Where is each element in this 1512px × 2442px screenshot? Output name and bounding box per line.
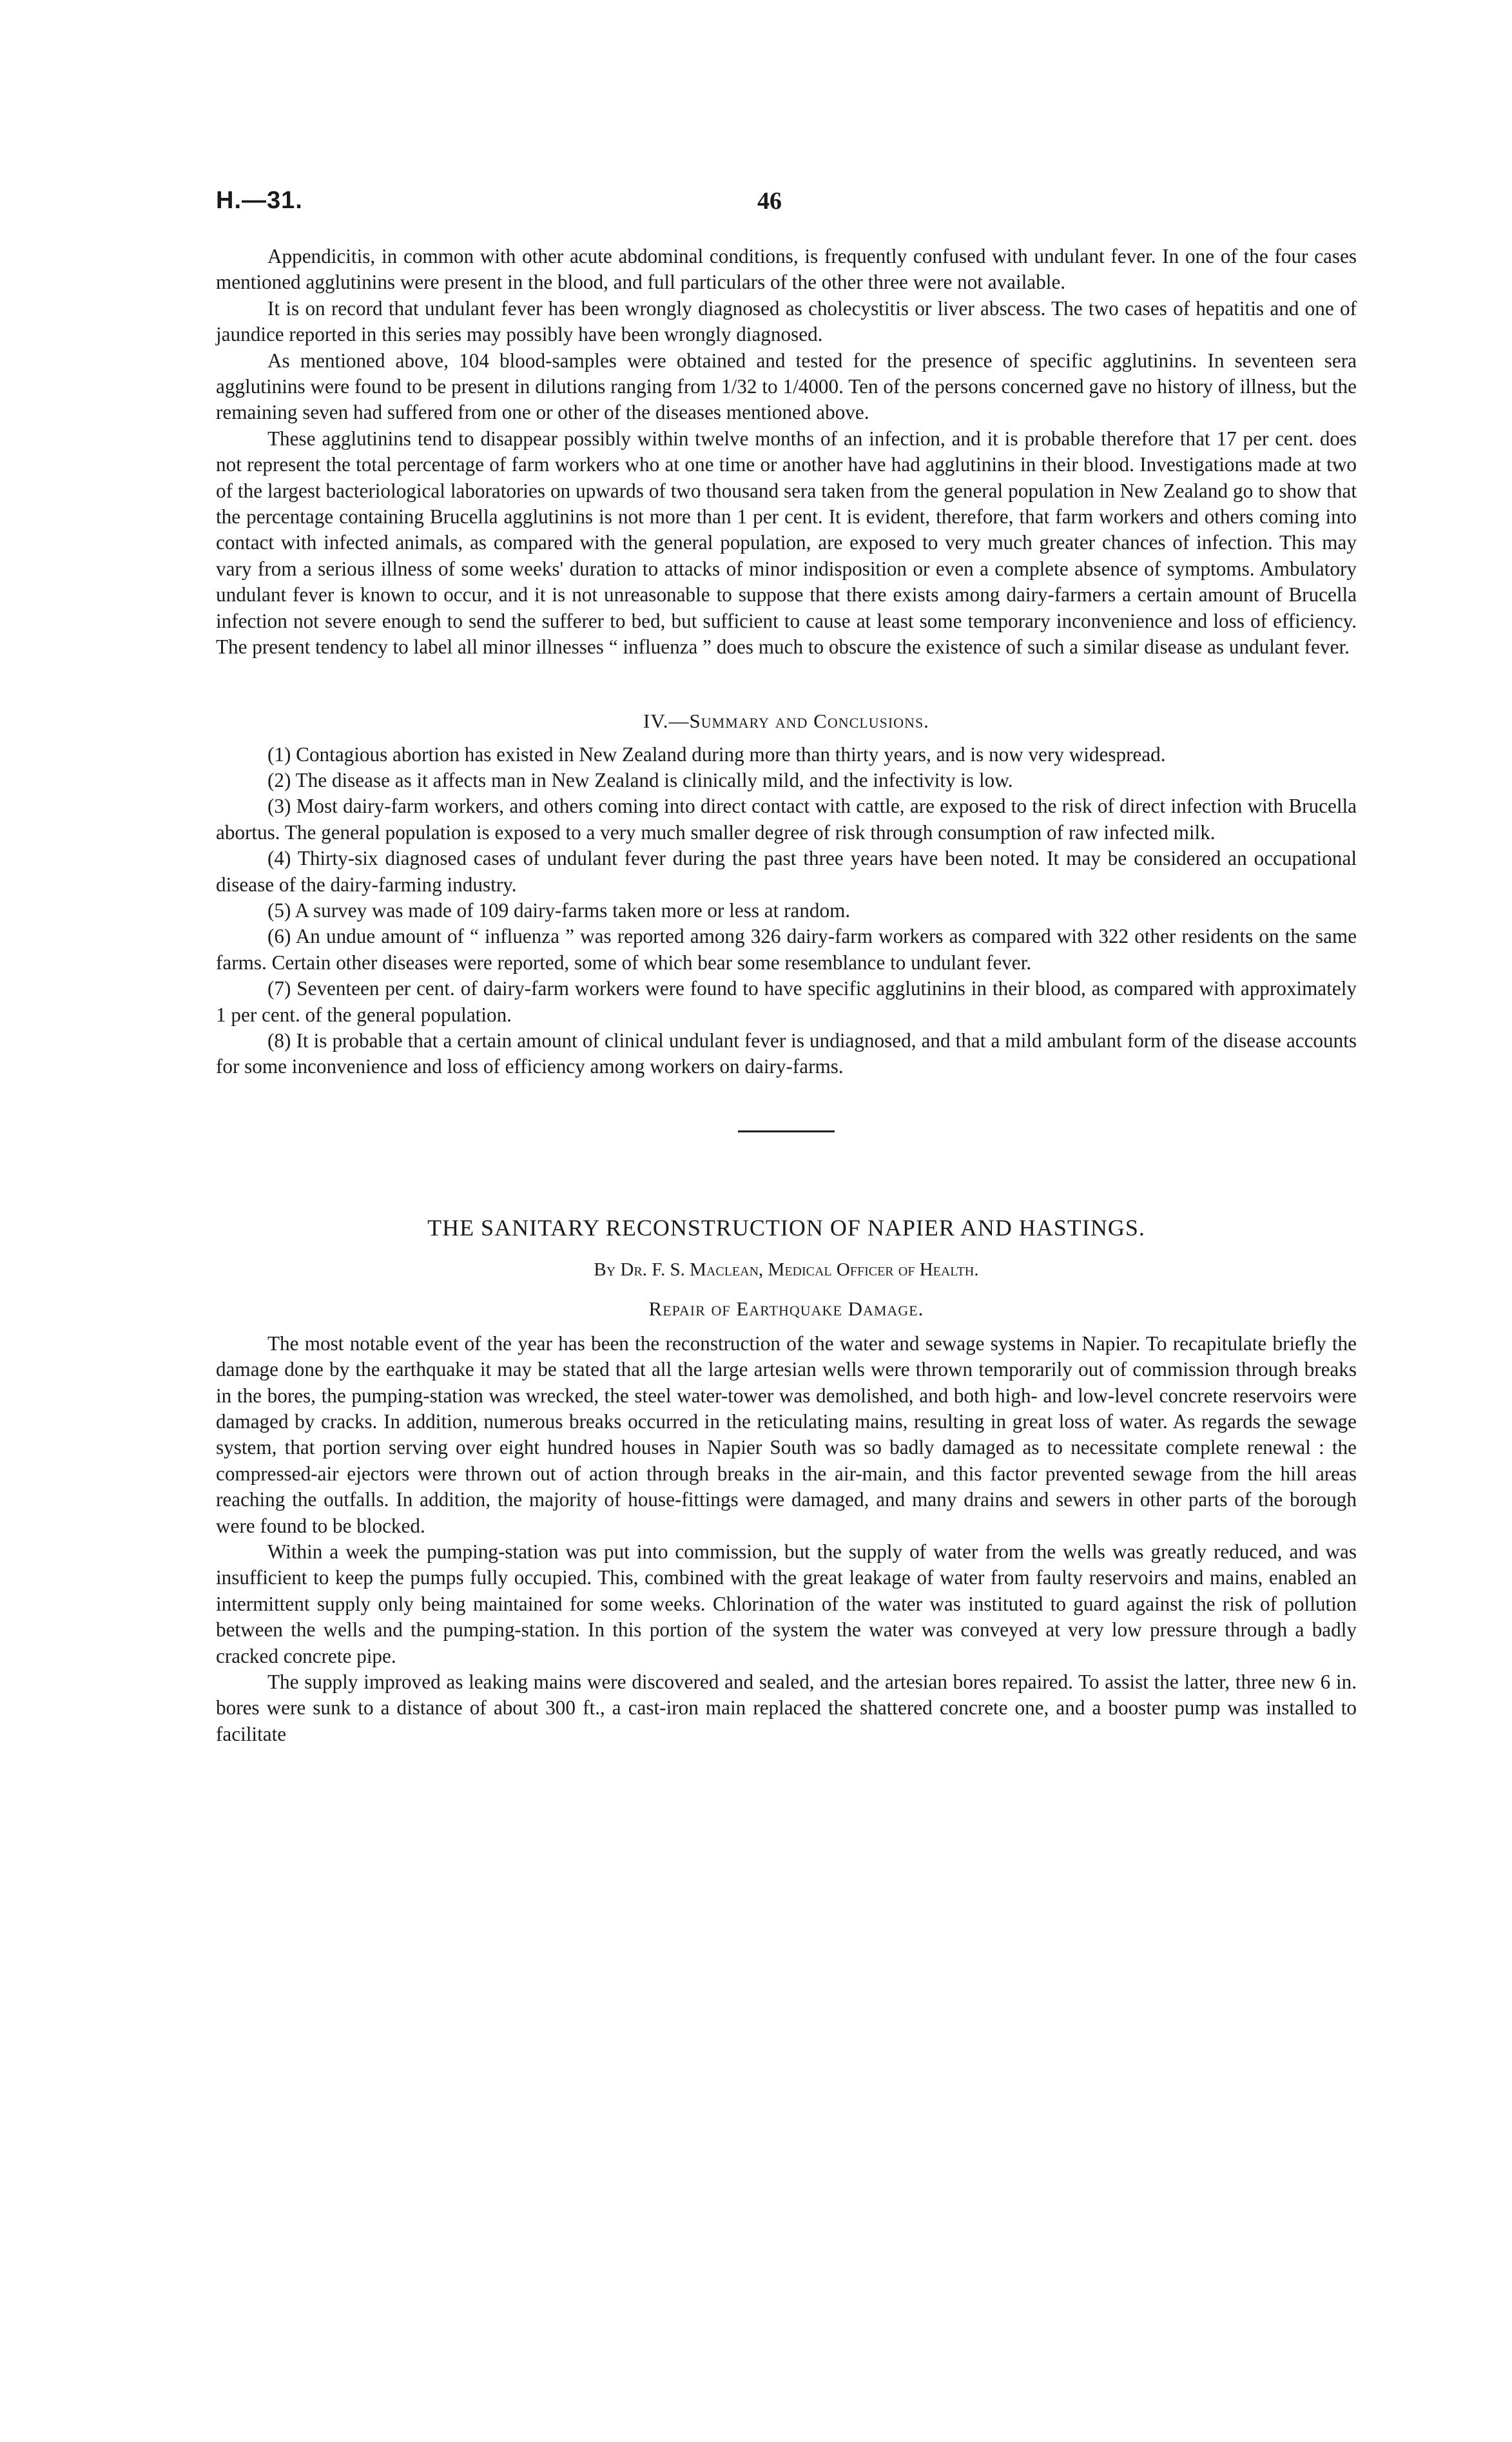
list-item: (2) The disease as it affects man in New Zealand is clinically mild, and the infectivity is low.: [267, 768, 1013, 791]
list-item: (1) Contagious abortion has existed in New Zealand during more than thirty years, and is now very widespread.: [267, 742, 1166, 766]
section-divider: [738, 1130, 835, 1132]
list-item: (8) It is probable that a certain amount of clinical undulant fever is undiagnosed, and that a mild ambulant form of the disease accounts for some inconvenience and loss of efficiency among workers on dairy-farms.: [216, 1029, 1357, 1078]
paragraph: These agglutinins tend to disappear possibly within twelve months of an infection, and it is probable therefore that 17 per cent. does not represent the total percentage of farm workers who at one time or another have had agglutinins in their blood. Investigations made at two of the largest bacteriological laboratories on upwards of two thousand sera taken from the general population in New Zealand go to show that the percentage containing Brucella agglutinins is not more than 1 per cent. It is evident, therefore, that farm workers and others coming into contact with infected animals, as compared with the general population, are exposed to very much greater chances of infection. This may vary from a serious illness of some weeks' duration to attacks of minor indisposition or even a complete absence of symptoms. Ambulatory undulant fever is known to occur, and it is not unreasonable to suppose that there exists among dairy-farmers a certain amount of Brucella infection not severe enough to send the sufferer to bed, but sufficient to cause at least some temporary inconvenience and loss of efficiency. The present tendency to label all minor illnesses “ influenza ” does much to obscure the existence of such a similar disease as undulant fever.: [216, 427, 1357, 659]
section-heading: IV.—Summary and Conclusions.: [643, 709, 929, 732]
page-number: 46: [757, 188, 782, 215]
article-subheading: Repair of Earthquake Damage.: [648, 1297, 924, 1320]
list-item: (5) A survey was made of 109 dairy-farms taken more or less at random.: [267, 898, 851, 922]
paragraph: It is on record that undulant fever has been wrongly diagnosed as cholecystitis or liver abscess. The two cases of hepatitis and one of jaundice reported in this series may possibly have been wrongly diagnosed.: [216, 296, 1357, 346]
page-header: [216, 187, 1357, 226]
paragraph: The supply improved as leaking mains were discovered and sealed, and the artesian bores repaired. To assist the latter, three new 6 in. bores were sunk to a distance of about 300 ft., a cast-iron main replaced the shattered concrete one, and a booster pump was installed to facilitate: [216, 1671, 1357, 1745]
intro-section: [216, 244, 1357, 661]
list-item: (7) Seventeen per cent. of dairy-farm workers were found to have specific agglutinins in their blood, as compared with approximately 1 per cent. of the general population.: [216, 977, 1357, 1026]
list-item: (6) An undue amount of “ influenza ” was reported among 326 dairy-farm workers as compared with 322 other residents on the same farms. Certain other diseases were reported, some of which bear some resemblance to undulant fever.: [216, 925, 1357, 974]
paragraph: Within a week the pumping-station was put into commission, but the supply of water from the wells was greatly reduced, and was insufficient to keep the pumps fully occupied. This, combined with the great leakage of water from faulty reservoirs and mains, enabled an intermittent supply only being maintained for some weeks. Chlorination of the water was instituted to guard against the risk of pollution between the wells and the pumping-station. In this portion of the system the water was conveyed at very low pressure through a badly cracked concrete pipe.: [216, 1540, 1357, 1667]
paragraph: As mentioned above, 104 blood-samples were obtained and tested for the presence of specific agglutinins. In seventeen sera agglutinins were found to be present in dilutions ranging from 1/32 to 1/4000. Ten of the persons concerned gave no history of illness, but the remaining seven had suffered from one or other of the diseases mentioned above.: [216, 349, 1357, 424]
article-title: THE SANITARY RECONSTRUCTION OF NAPIER AND HASTINGS.: [427, 1214, 1145, 1241]
article-body: [216, 1331, 1357, 1748]
document-page: [216, 187, 1357, 1747]
document-reference: H.—31.: [216, 187, 303, 214]
conclusions-list: [216, 742, 1357, 1080]
paragraph: The most notable event of the year has been the reconstruction of the water and sewage systems in Napier. To recapitulate briefly the damage done by the earthquake it may be stated that all the large artesian wells were thrown temporarily out of commission through breaks in the bores, the pumping-station was wrecked, the steel water-tower was demolished, and both high- and low-level concrete reservoirs were damaged by cracks. In addition, numerous breaks occurred in the reticulating mains, resulting in great loss of water. As regards the sewage system, that portion serving over eight hundred houses in Napier South was so badly damaged as to necessitate complete renewal : the compressed-air ejectors were thrown out of action through breaks in the air-main, and this factor prevented sewage from the hill areas reaching the outfalls. In addition, the majority of house-fittings were damaged, and many drains and sewers in other parts of the borough were found to be blocked.: [216, 1332, 1357, 1537]
article-byline: By Dr. F. S. Maclean, Medical Officer of Health.: [594, 1259, 979, 1280]
paragraph: Appendicitis, in common with other acute abdominal conditions, is frequently confused with undulant fever. In one of the four cases mentioned agglutinins were present in the blood, and full particulars of the other three were not available.: [216, 245, 1357, 294]
list-item: (3) Most dairy-farm workers, and others coming into direct contact with cattle, are exposed to the risk of direct infection with Brucella abortus. The general population is exposed to a very much smaller degree of risk through consumption of raw infected milk.: [216, 795, 1357, 844]
list-item: (4) Thirty-six diagnosed cases of undulant fever during the past three years have been noted. It may be considered an occupational disease of the dairy-farming industry.: [216, 847, 1357, 896]
